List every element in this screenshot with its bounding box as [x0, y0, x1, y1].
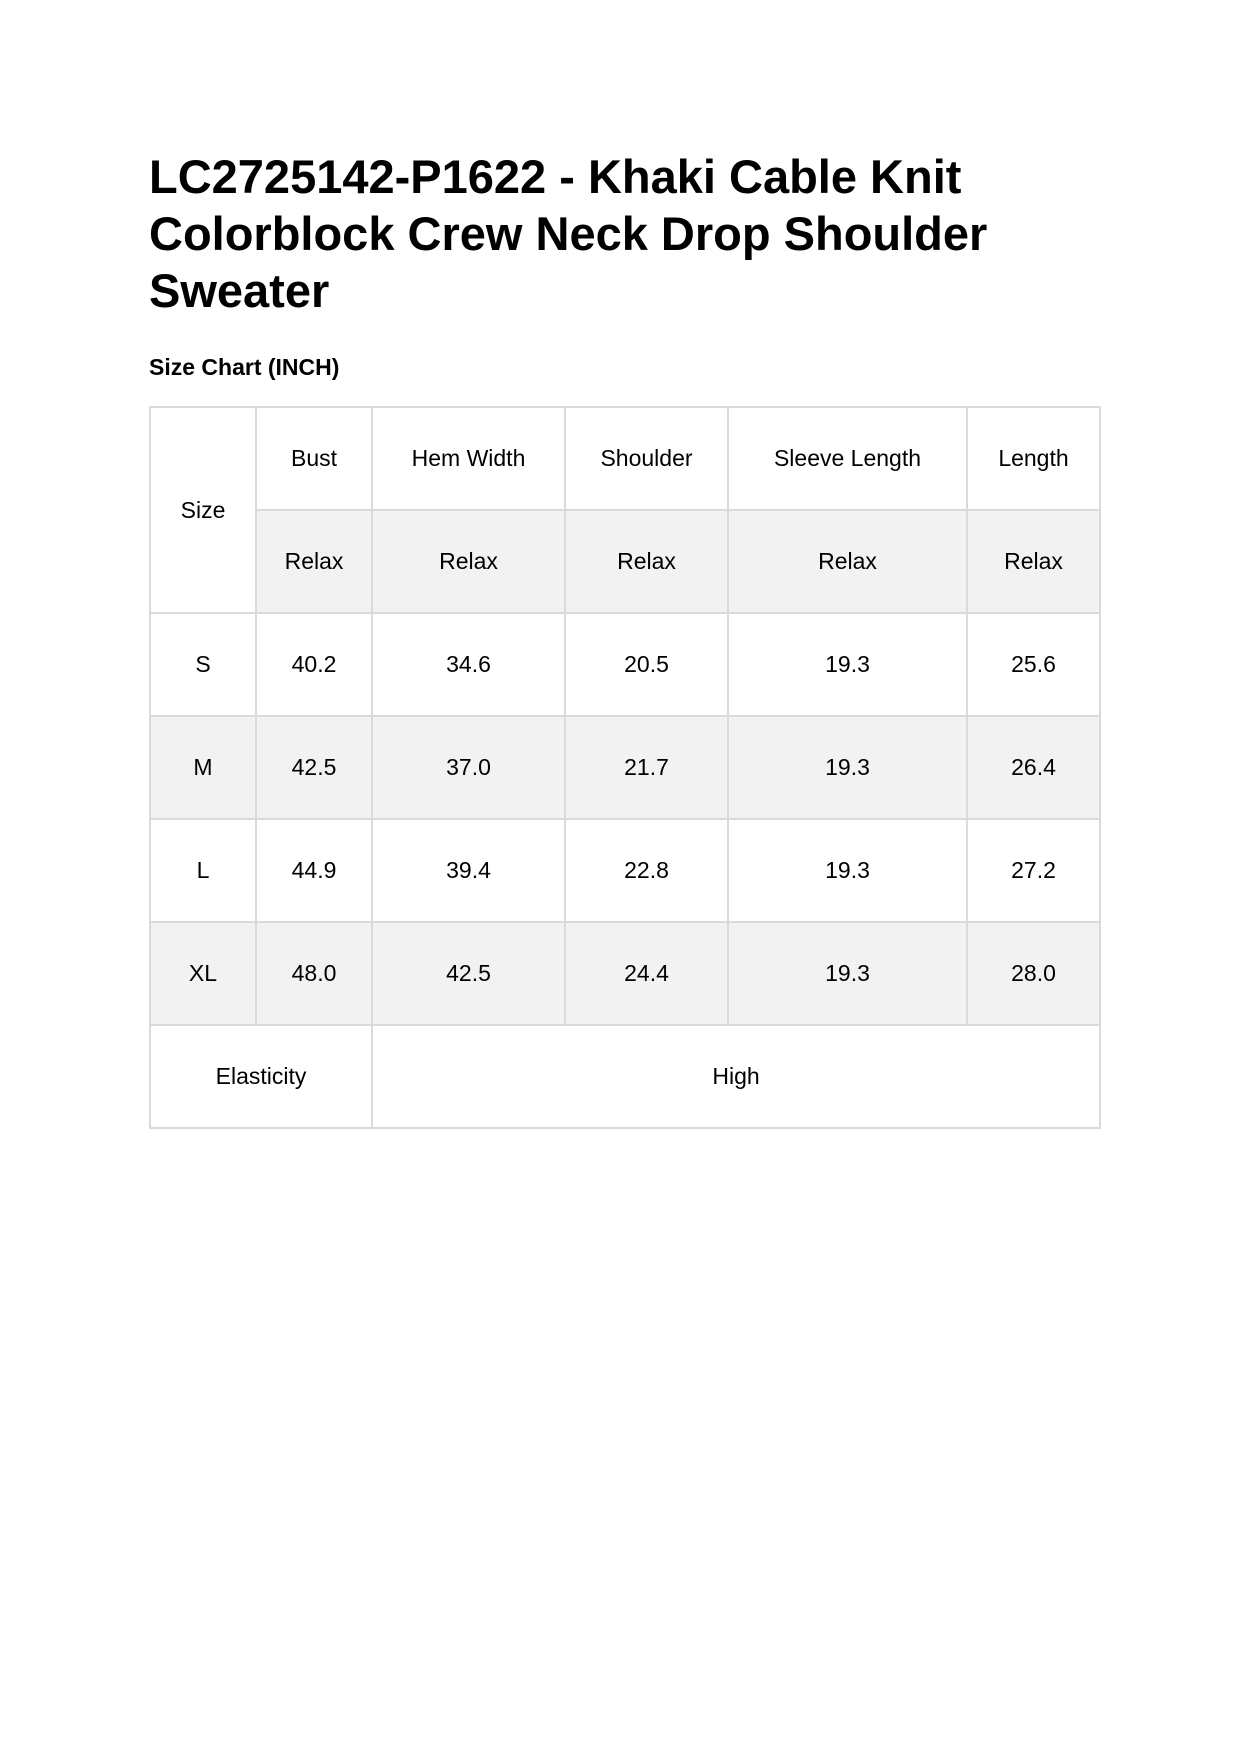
fit-cell: Relax [372, 510, 565, 613]
column-header-bust: Bust [256, 407, 372, 510]
elasticity-value: High [372, 1025, 1100, 1128]
value-cell: 19.3 [728, 716, 967, 819]
header-row [150, 407, 1100, 510]
value-cell: 25.6 [967, 613, 1100, 716]
value-cell: 26.4 [967, 716, 1100, 819]
value-cell: 19.3 [728, 922, 967, 1025]
value-cell: 19.3 [728, 819, 967, 922]
value-cell: 40.2 [256, 613, 372, 716]
value-cell: 21.7 [565, 716, 728, 819]
table-row [150, 819, 1100, 922]
value-cell: 24.4 [565, 922, 728, 1025]
page-title: LC2725142-P1622 - Khaki Cable Knit Colorblock Crew Neck Drop Shoulder Sweater [149, 150, 988, 317]
size-cell: L [150, 819, 256, 922]
value-cell: 42.5 [256, 716, 372, 819]
elasticity-label: Elasticity [150, 1025, 372, 1128]
size-cell: XL [150, 922, 256, 1025]
fit-cell: Relax [256, 510, 372, 613]
fit-cell: Relax [565, 510, 728, 613]
fit-cell: Relax [967, 510, 1100, 613]
table-row [150, 716, 1100, 819]
size-cell: S [150, 613, 256, 716]
column-header-hem-width: Hem Width [372, 407, 565, 510]
elasticity-row [150, 1025, 1100, 1128]
value-cell: 44.9 [256, 819, 372, 922]
value-cell: 42.5 [372, 922, 565, 1025]
table-row [150, 613, 1100, 716]
size-chart-table [149, 406, 1101, 1129]
table-row [150, 922, 1100, 1025]
value-cell: 22.8 [565, 819, 728, 922]
value-cell: 37.0 [372, 716, 565, 819]
value-cell: 48.0 [256, 922, 372, 1025]
value-cell: 19.3 [728, 613, 967, 716]
value-cell: 39.4 [372, 819, 565, 922]
fit-row [150, 510, 1100, 613]
value-cell: 20.5 [565, 613, 728, 716]
size-chart-caption: Size Chart (INCH) [149, 354, 340, 380]
value-cell: 34.6 [372, 613, 565, 716]
value-cell: 28.0 [967, 922, 1100, 1025]
column-header-sleeve-length: Sleeve Length [728, 407, 967, 510]
size-header-cell: Size [150, 407, 256, 613]
value-cell: 27.2 [967, 819, 1100, 922]
column-header-length: Length [967, 407, 1100, 510]
column-header-shoulder: Shoulder [565, 407, 728, 510]
fit-cell: Relax [728, 510, 967, 613]
size-cell: M [150, 716, 256, 819]
document-page [149, 148, 1099, 1089]
